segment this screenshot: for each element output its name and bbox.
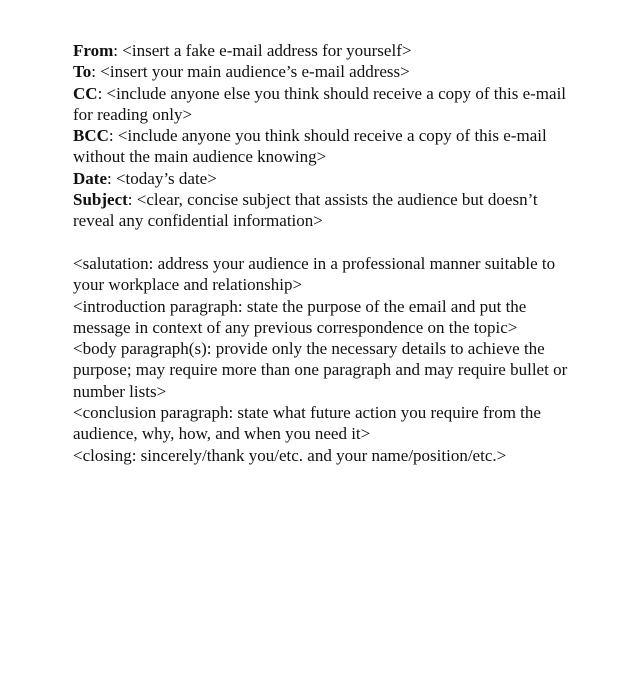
introduction-line: <introduction paragraph: state the purpose of the email and put the message in context of any previous correspondence on the topic> — [73, 296, 527, 337]
bcc-line — [73, 125, 573, 168]
bcc-value: : <include anyone you think should receive a copy of this e-mail without the main audience knowing> — [73, 126, 547, 167]
date-line — [73, 168, 573, 189]
subject-line — [73, 189, 573, 232]
subject-label: Subject — [73, 190, 128, 210]
cc-value: : <include anyone else you think should receive a copy of this e-mail for reading only> — [73, 83, 567, 124]
salutation-line: <salutation: address your audience in a professional manner suitable to your workplace and relationship> — [73, 253, 556, 295]
from-value: : <insert a fake e-mail address for yourself> — [113, 41, 412, 60]
cc-label: CC — [73, 83, 98, 103]
from-label: From — [73, 41, 114, 60]
conclusion-line: <conclusion paragraph: state what future action you require from the audience, why, how, and when you need it> — [73, 403, 541, 444]
closing-line: <closing: sincerely/thank you/etc. and your name/position/etc.> — [73, 445, 507, 465]
body-paragraphs-line: <body paragraph(s): provide only the necessary details to achieve the purpose; may require more than one paragraph and may require bullet or number lists> — [73, 339, 568, 401]
subject-value: : <clear, concise subject that assists the audience but doesn’t reveal any confidential information> — [73, 190, 538, 231]
to-line — [73, 61, 573, 82]
to-label: To — [73, 62, 92, 82]
section-spacer — [73, 232, 573, 253]
email-template-document — [73, 40, 573, 466]
cc-line — [73, 83, 573, 126]
from-line — [73, 40, 573, 61]
date-value: : <today’s date> — [106, 168, 217, 188]
to-value: : <insert your main audience’s e-mail address> — [91, 62, 410, 82]
bcc-label: BCC — [73, 126, 109, 146]
date-label: Date — [73, 168, 107, 188]
